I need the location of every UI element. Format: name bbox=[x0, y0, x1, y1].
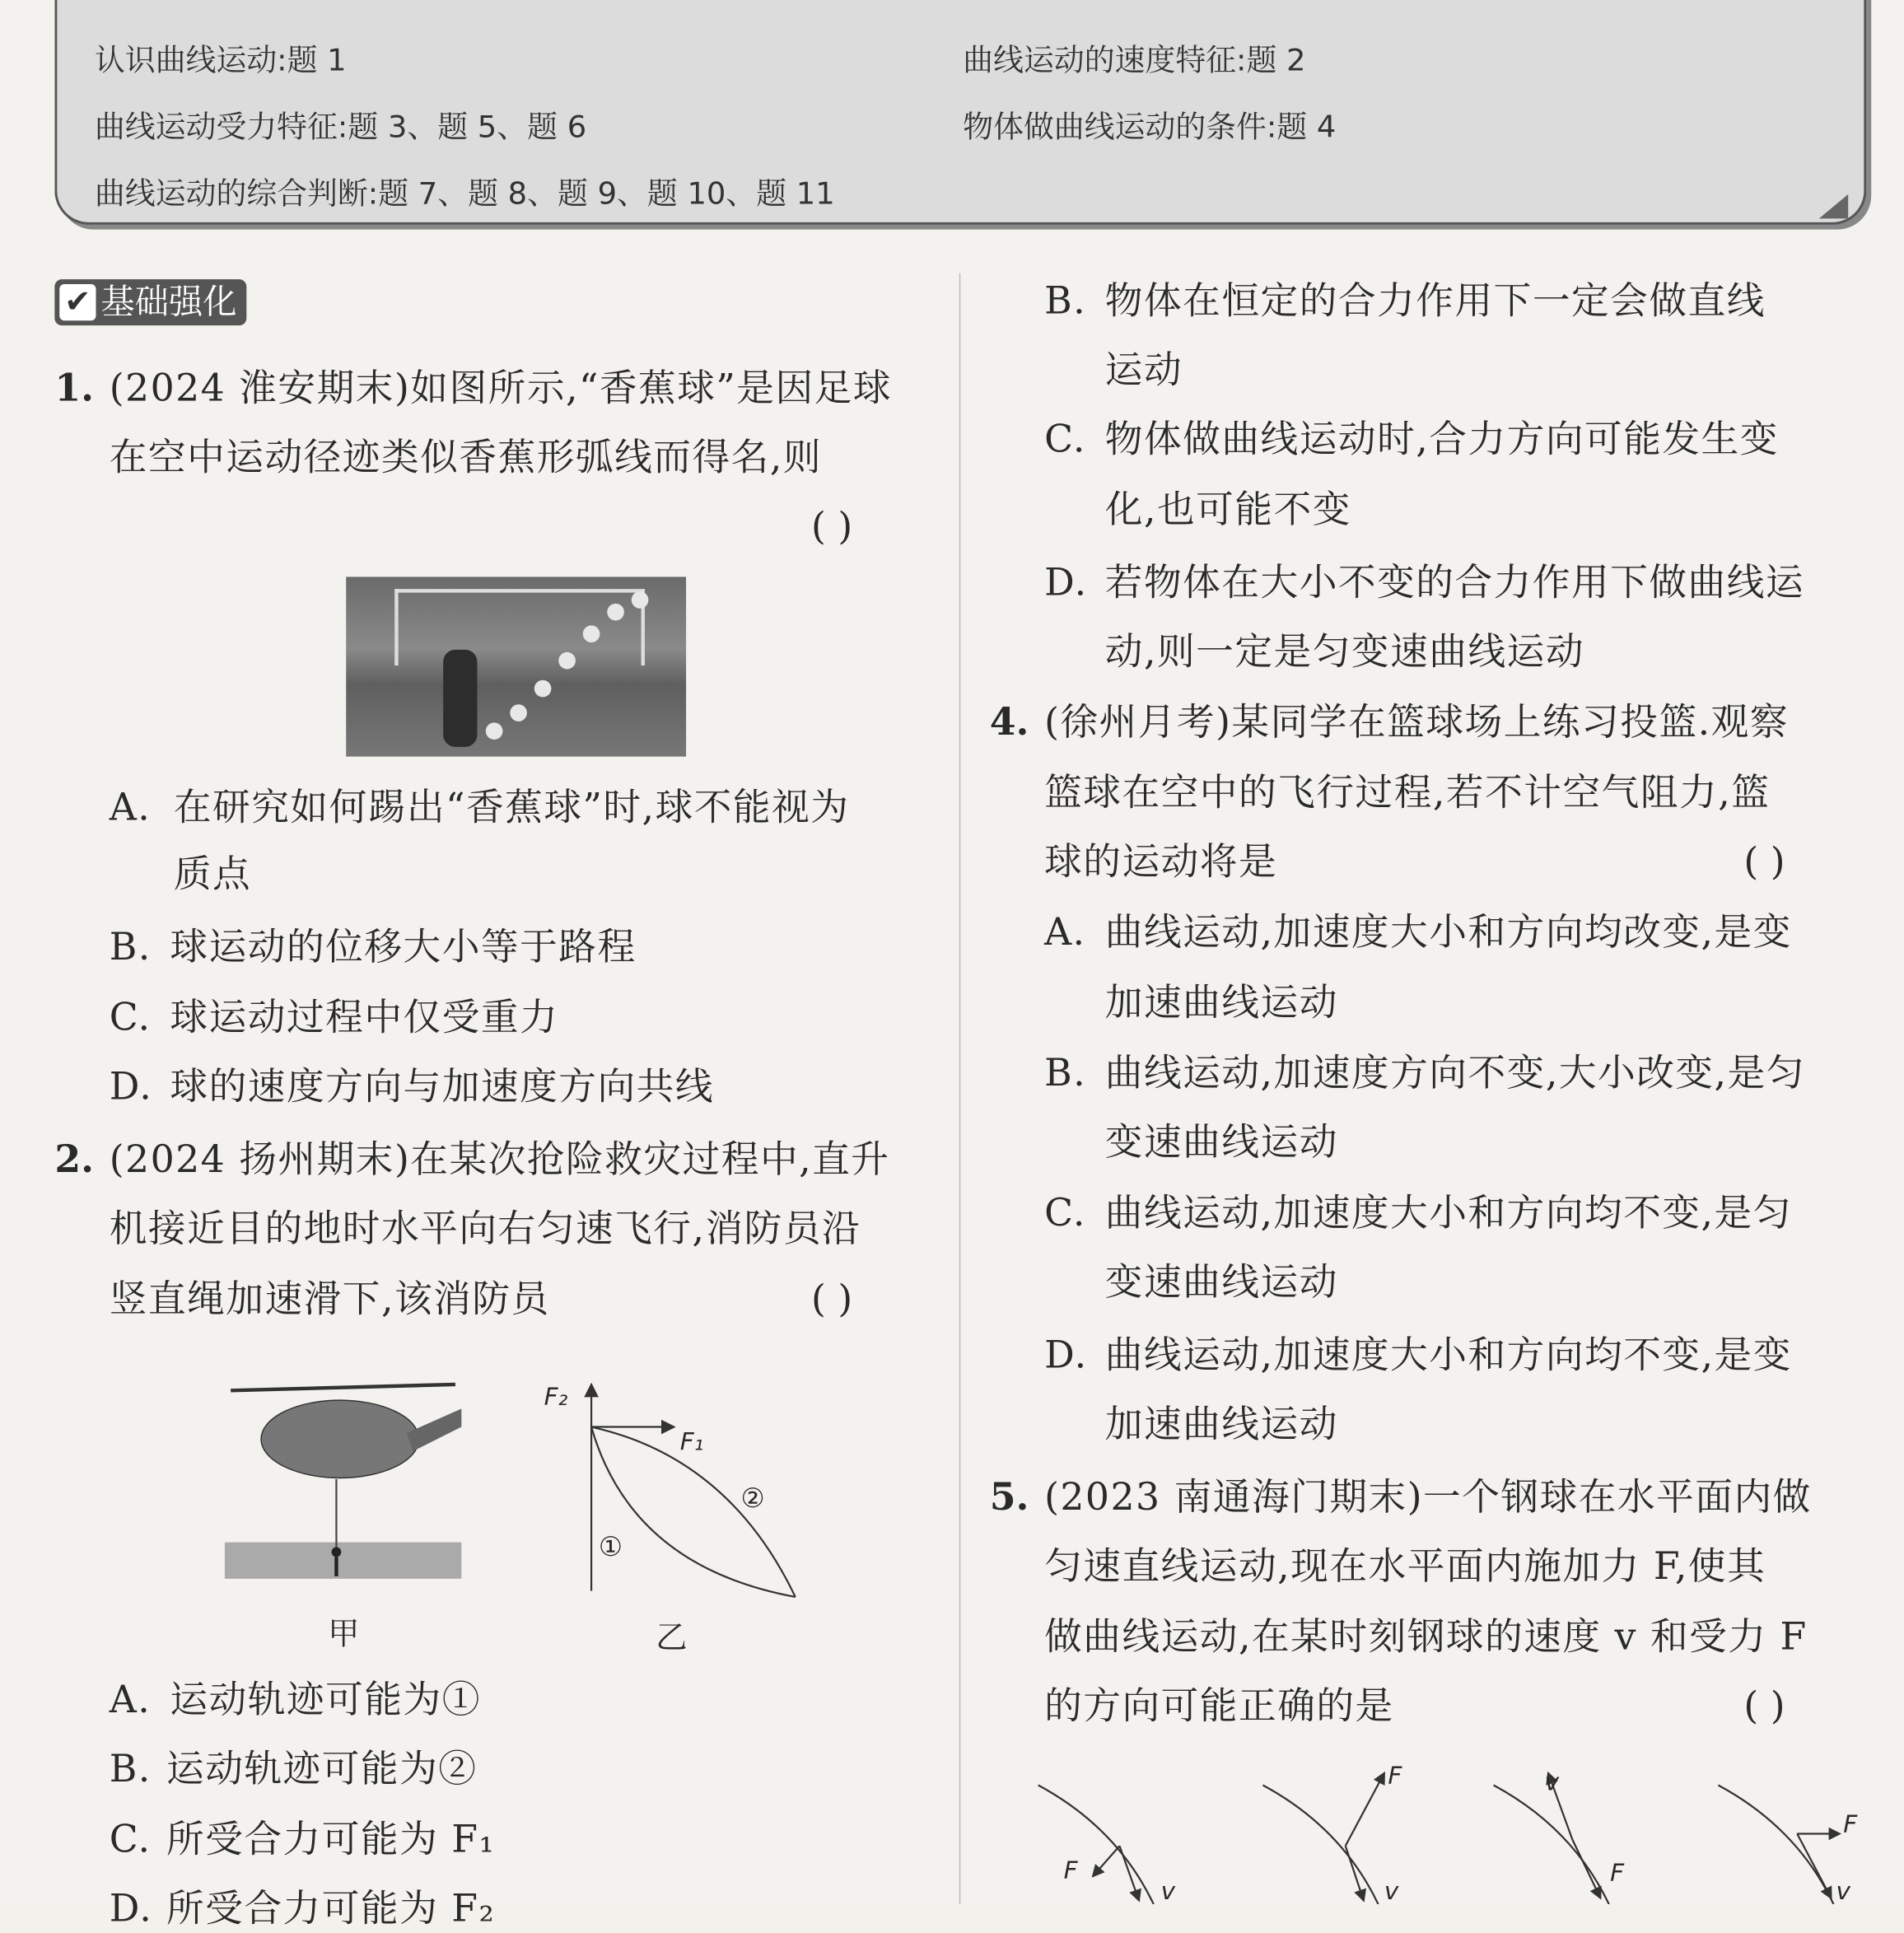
question-number: 4. bbox=[989, 700, 1029, 745]
option-label: D. bbox=[109, 1065, 153, 1109]
force-label: F bbox=[1610, 1857, 1625, 1888]
section-header bbox=[54, 279, 246, 325]
option-text: 物体做曲线运动时,合力方向可能发生变 bbox=[1104, 418, 1779, 462]
question-text: 在空中运动径迹类似香蕉形弧线而得名,则 bbox=[109, 436, 823, 480]
trajectory-2-label: ② bbox=[740, 1483, 765, 1515]
figure-option-b bbox=[1262, 1773, 1384, 1904]
option-text: 曲线运动,加速度大小和方向均不变,是变 bbox=[1104, 1333, 1792, 1378]
option-text: 所受合力可能为 F₁ bbox=[166, 1818, 496, 1862]
option-label: B. bbox=[1044, 1051, 1087, 1095]
knowledge-point: 物体做曲线运动的条件:题 4 bbox=[963, 109, 1337, 145]
option-text: 加速曲线运动 bbox=[1104, 1403, 1338, 1447]
corner-triangle-icon bbox=[1819, 194, 1848, 218]
option-text: 运动轨迹可能为① bbox=[170, 1678, 481, 1722]
question-text: 球的运动将是 bbox=[1044, 840, 1278, 885]
banana-kick-photo bbox=[346, 577, 686, 756]
question-text: 的方向可能正确的是 bbox=[1044, 1684, 1394, 1729]
question-text: (2023 南通海门期末)一个钢球在水平面内做 bbox=[1044, 1475, 1812, 1520]
option-text: 变速曲线运动 bbox=[1104, 1120, 1338, 1165]
answer-blank[interactable]: ( ) bbox=[810, 1277, 853, 1322]
question-number: 1. bbox=[54, 367, 95, 411]
knowledge-point: 曲线运动的速度特征:题 2 bbox=[963, 42, 1306, 78]
knowledge-point: 认识曲线运动:题 1 bbox=[95, 42, 347, 78]
F1-label: F₁ bbox=[679, 1426, 704, 1456]
velocity-label: v bbox=[1836, 1876, 1850, 1906]
question-text: 篮球在空中的飞行过程,若不计空气阻力,篮 bbox=[1044, 771, 1771, 815]
question-text: 机接近目的地时水平向右匀速飞行,消防员沿 bbox=[109, 1207, 861, 1251]
F2-label: F₂ bbox=[544, 1381, 568, 1412]
option-label: C. bbox=[1044, 1191, 1086, 1235]
option-text: 曲线运动,加速度大小和方向均不变,是匀 bbox=[1104, 1191, 1792, 1235]
figure-label-jia: 甲 bbox=[328, 1616, 360, 1653]
question-text: 竖直绳加速滑下,该消防员 bbox=[109, 1277, 550, 1322]
option-text: 曲线运动,加速度方向不变,大小改变,是匀 bbox=[1104, 1051, 1805, 1095]
option-label: B. bbox=[109, 1747, 152, 1791]
option-text: 质点 bbox=[173, 852, 252, 897]
answer-blank[interactable]: ( ) bbox=[1743, 840, 1785, 885]
answer-blank[interactable]: ( ) bbox=[810, 505, 853, 549]
option-text: 物体在恒定的合力作用下一定会做直线 bbox=[1104, 279, 1766, 324]
column-divider bbox=[959, 273, 960, 1904]
knowledge-point: 曲线运动受力特征:题 3、题 5、题 6 bbox=[95, 109, 587, 145]
question-text: (2024 扬州期末)在某次抢险救灾过程中,直升 bbox=[109, 1137, 890, 1182]
velocity-label: v bbox=[1544, 1767, 1560, 1796]
question-number: 2. bbox=[54, 1137, 95, 1182]
option-label: C. bbox=[109, 996, 152, 1040]
option-text: 加速曲线运动 bbox=[1104, 981, 1338, 1025]
answer-blank[interactable]: ( ) bbox=[1743, 1684, 1785, 1729]
option-label: A. bbox=[109, 786, 152, 830]
question-text: 做曲线运动,在某时刻钢球的速度 v 和受力 F bbox=[1044, 1615, 1808, 1660]
question-text: (2024 淮安期末)如图所示,“香蕉球”是因足球 bbox=[109, 367, 892, 411]
knowledge-point: 曲线运动的综合判断:题 7、题 8、题 9、题 10、题 11 bbox=[95, 175, 835, 212]
question-text: 匀速直线运动,现在水平面内施加力 F,使其 bbox=[1044, 1544, 1766, 1589]
force-velocity-figures bbox=[1020, 1767, 1870, 1904]
trajectory-graph bbox=[534, 1372, 814, 1603]
option-text: 化,也可能不变 bbox=[1104, 488, 1351, 532]
option-label: D. bbox=[1044, 561, 1088, 605]
force-label: F bbox=[1063, 1856, 1078, 1885]
velocity-label: v bbox=[1384, 1876, 1399, 1906]
figure-option-d bbox=[1718, 1786, 1839, 1905]
option-label: D. bbox=[1044, 1333, 1088, 1378]
question-text: (徐州月考)某同学在篮球场上练习投篮.观察 bbox=[1044, 700, 1790, 745]
option-label: C. bbox=[109, 1818, 152, 1862]
option-text: 若物体在大小不变的合力作用下做曲线运 bbox=[1104, 561, 1805, 605]
option-text: 在研究如何踢出“香蕉球”时,球不能视为 bbox=[173, 786, 850, 830]
option-label: B. bbox=[109, 925, 152, 969]
force-label: F bbox=[1388, 1761, 1402, 1791]
option-text: 动,则一定是匀变速曲线运动 bbox=[1104, 630, 1585, 675]
option-label: D. bbox=[109, 1887, 153, 1931]
helicopter-figure bbox=[225, 1336, 468, 1603]
option-label: B. bbox=[1044, 279, 1087, 324]
section-title: 基础强化 bbox=[100, 282, 237, 322]
force-label: F bbox=[1843, 1809, 1858, 1839]
checkmark-icon: ✔ bbox=[59, 284, 96, 320]
option-text: 所受合力可能为 F₂ bbox=[166, 1887, 496, 1931]
option-label: A. bbox=[1044, 910, 1086, 955]
option-text: 球的速度方向与加速度方向共线 bbox=[170, 1065, 715, 1109]
option-text: 运动轨迹可能为② bbox=[166, 1747, 478, 1791]
option-text: 运动 bbox=[1104, 348, 1183, 393]
option-label: C. bbox=[1044, 418, 1086, 462]
question-number: 5. bbox=[989, 1475, 1029, 1520]
option-text: 球运动过程中仅受重力 bbox=[170, 996, 559, 1040]
figure-option-a bbox=[1038, 1786, 1154, 1905]
trajectory-1-label: ① bbox=[598, 1532, 623, 1563]
option-text: 变速曲线运动 bbox=[1104, 1260, 1338, 1305]
option-text: 球运动的位移大小等于路程 bbox=[170, 925, 637, 969]
velocity-label: v bbox=[1160, 1876, 1176, 1906]
option-label: A. bbox=[109, 1678, 152, 1722]
figure-label-yi: 乙 bbox=[656, 1619, 688, 1657]
option-text: 曲线运动,加速度大小和方向均改变,是变 bbox=[1104, 910, 1792, 955]
